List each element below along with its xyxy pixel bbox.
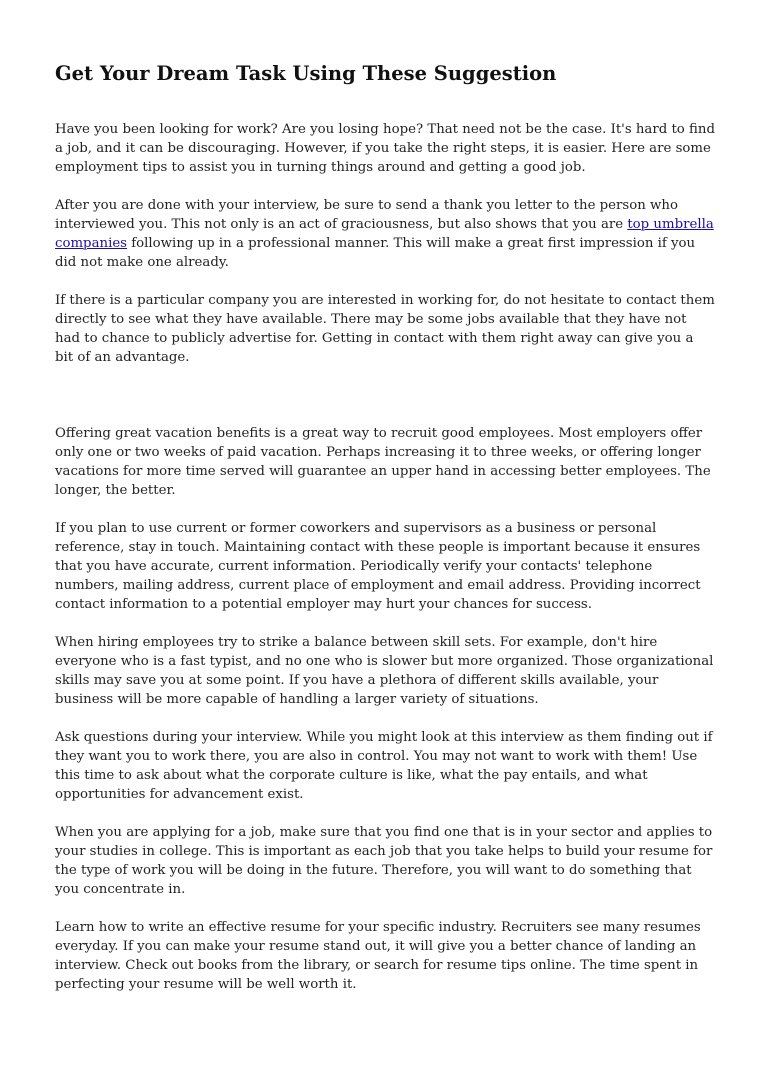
paragraph-text-before-link: After you are done with your interview, be sure to send a thank you letter to the person who interviewed you. This not only is an act of graciousness, but also shows that you are xyxy=(55,198,678,232)
paragraph-skill-balance: When hiring employees try to strike a balance between skill sets. For example, don't hire everyone who is a fast typist, and no one who is slower but more organized. Those organizational skills may save you at some point. If you have a plethora of different skills available, your business will be more capable of handling a larger variety of situations. xyxy=(55,635,714,707)
paragraph-thank-you-letter xyxy=(55,196,715,272)
paragraph-references: If you plan to use current or former coworkers and supervisors as a business or personal reference, stay in touch. Maintaining contact with these people is important because it ensures that you have accurate, current information. Periodically verify your contacts' telephone numbers, mailing address, current place of employment and email address. Providing incorrect contact information to a potential employer may hurt your chances for success. xyxy=(55,521,701,612)
paragraph-vacation-benefits: Offering great vacation benefits is a great way to recruit good employees. Most employers offer only one or two weeks of paid vacation. Perhaps increasing it to three weeks, or offering longer vacations for more time served will guarantee an upper hand in accessing better employees. The longer, the better. xyxy=(55,426,711,498)
paragraph-intro: Have you been looking for work? Are you losing hope? That need not be the case. It's hard to find a job, and it can be discouraging. However, if you take the right steps, it is easier. Here are some employment tips to assist you in turning things around and getting a good job. xyxy=(55,122,715,175)
paragraph-contact-company: If there is a particular company you are interested in working for, do not hesitate to contact them directly to see what they have available. There may be some jobs available that they have not had to chance to publicly advertise for. Getting in contact with them right away can give you a bit of an advantage. xyxy=(55,293,715,365)
paragraph-job-sector: When you are applying for a job, make sure that you find one that is in your sector and applies to your studies in college. This is important as each job that you take helps to build your resume for the type of work you will be doing in the future. Therefore, you will want to do something that you concentrate in. xyxy=(55,825,713,897)
top-umbrella-companies-link[interactable]: top umbrella companies xyxy=(55,217,714,251)
paragraph-text-after-link: following up in a professional manner. This will make a great first impression if you did not make one already. xyxy=(55,236,696,270)
paragraph-resume: Learn how to write an effective resume for your specific industry. Recruiters see many resumes everyday. If you can make your resume stand out, it will give you a better chance of landing an interview. Check out books from the library, or search for resume tips online. The time spent in perfecting your resume will be well worth it. xyxy=(55,920,701,992)
document-title: Get Your Dream Task Using These Suggestion xyxy=(55,62,557,85)
document-page xyxy=(55,58,715,1013)
paragraph-interview-questions: Ask questions during your interview. While you might look at this interview as them finding out if they want you to work there, you are also in control. You may not want to work with them! Use this time to ask about what the corporate culture is like, what the pay entails, and what opportunities for advancement exist. xyxy=(55,730,713,802)
document-body xyxy=(55,120,715,994)
